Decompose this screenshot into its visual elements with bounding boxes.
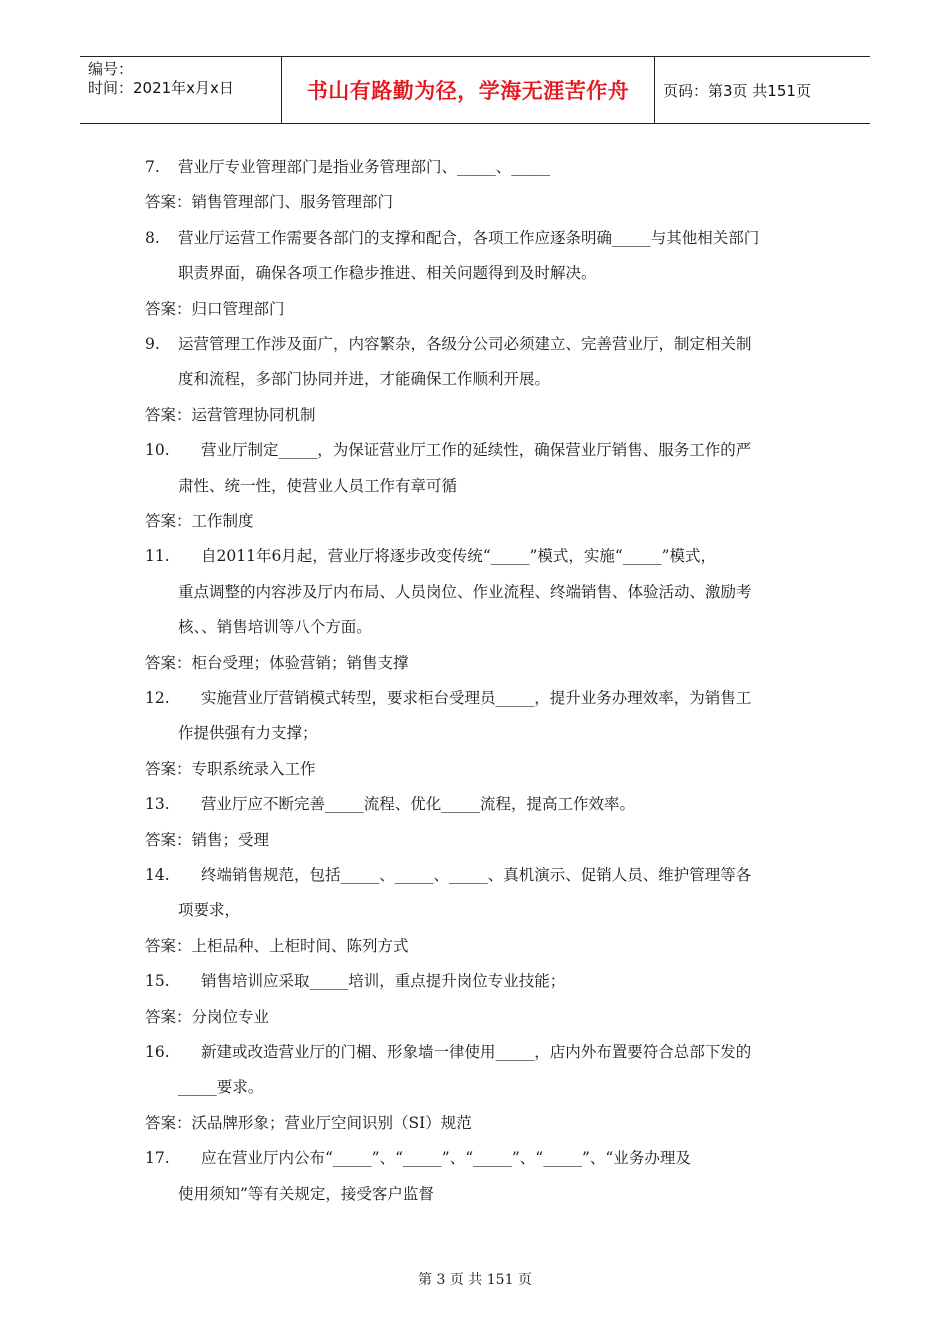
question-text-line: 职责界面，确保各项工作稳步推进、相关问题得到及时解决。 bbox=[178, 264, 597, 283]
answer-line: 答案：销售；受理 bbox=[145, 830, 270, 849]
question-number: 10. bbox=[145, 441, 170, 460]
answer-line: 答案：运营管理协同机制 bbox=[145, 405, 316, 424]
header-motto-cell bbox=[281, 57, 655, 123]
question-text-line: 自2011年6月起，营业厅将逐步改变传统“_____”模式，实施“_____”模式， bbox=[201, 547, 717, 566]
answer-line: 答案：柜台受理；体验营销；销售支撑 bbox=[145, 653, 409, 672]
question-number: 11. bbox=[145, 547, 170, 566]
question-text-line: 实施营业厅营销模式转型，要求柜台受理员_____，提升业务办理效率，为销售工 bbox=[201, 689, 752, 707]
question-text-line: 应在营业厅内公布“_____”、“_____”、“_____”、“_____”、“业务办理及 bbox=[201, 1149, 691, 1168]
header-motto: 书山有路勤为径，学海无涯苦作舟 bbox=[306, 79, 630, 103]
question-number: 9. bbox=[145, 335, 160, 353]
question-text-line: 度和流程，多部门协同并进，才能确保工作顺利开展。 bbox=[178, 370, 551, 389]
question-text-line: 核、、销售培训等八个方面。 bbox=[178, 618, 372, 637]
question-number: 12. bbox=[145, 689, 170, 707]
question-text-line: _____要求。 bbox=[178, 1078, 264, 1097]
question-number: 14. bbox=[145, 866, 170, 884]
page-footer: 第 3 页 共 151 页 bbox=[418, 1272, 532, 1288]
question-number: 7. bbox=[145, 158, 160, 176]
question-text-line: 终端销售规范，包括_____、_____、_____、真机演示、促销人员、维护管理等各 bbox=[201, 866, 752, 884]
answer-line: 答案：沃品牌形象；营业厅空间识别（SI）规范 bbox=[145, 1113, 472, 1132]
question-text-line: 新建或改造营业厅的门楣、形象墙一律使用_____，店内外布置要符合总部下发的 bbox=[201, 1043, 752, 1061]
answer-line: 答案：上柜品种、上柜时间、陈列方式 bbox=[145, 936, 409, 955]
question-number: 8. bbox=[145, 228, 160, 247]
answer-line: 答案：工作制度 bbox=[145, 512, 254, 530]
page-header bbox=[80, 56, 870, 124]
answer-line: 答案：专职系统录入工作 bbox=[145, 759, 316, 778]
question-text-line: 销售培训应采取_____培训，重点提升岗位专业技能； bbox=[201, 972, 566, 991]
question-text-line: 重点调整的内容涉及厅内布局、人员岗位、作业流程、终端销售、体验活动、激励考 bbox=[178, 582, 752, 601]
document-time-label: 时间：2021年x月x日 bbox=[88, 79, 234, 97]
question-text-line: 营业厅运营工作需要各部门的支撑和配合，各项工作应逐条明确_____与其他相关部门 bbox=[178, 228, 760, 247]
question-text-line: 使用须知”等有关规定，接受客户监督 bbox=[178, 1184, 434, 1203]
header-meta bbox=[80, 57, 281, 123]
answer-line: 答案：销售管理部门、服务管理部门 bbox=[145, 193, 394, 212]
question-text-line: 项要求， bbox=[178, 901, 241, 920]
document-number-label: 编号： bbox=[88, 60, 134, 78]
question-number: 16. bbox=[145, 1043, 170, 1061]
header-page-cell bbox=[655, 57, 870, 123]
answer-line: 答案：分岗位专业 bbox=[145, 1007, 270, 1026]
question-number: 15. bbox=[145, 972, 170, 991]
answer-line: 答案：归口管理部门 bbox=[145, 299, 285, 318]
question-text-line: 营业厅专业管理部门是指业务管理部门、_____、_____ bbox=[178, 158, 551, 176]
header-page-label: 页码：第3页 共151页 bbox=[663, 81, 811, 100]
question-number: 17. bbox=[145, 1149, 170, 1168]
question-text-line: 作提供强有力支撑； bbox=[178, 724, 318, 743]
question-number: 13. bbox=[145, 795, 170, 814]
question-text-line: 营业厅应不断完善_____流程、优化_____流程，提高工作效率。 bbox=[201, 795, 636, 814]
question-text-line: 运营管理工作涉及面广，内容繁杂，各级分公司必须建立、完善营业厅，制定相关制 bbox=[178, 335, 752, 353]
question-text-line: 营业厅制定_____，为保证营业厅工作的延续性，确保营业厅销售、服务工作的严 bbox=[201, 441, 752, 460]
question-text-line: 肃性、统一性，使营业人员工作有章可循 bbox=[178, 476, 458, 495]
